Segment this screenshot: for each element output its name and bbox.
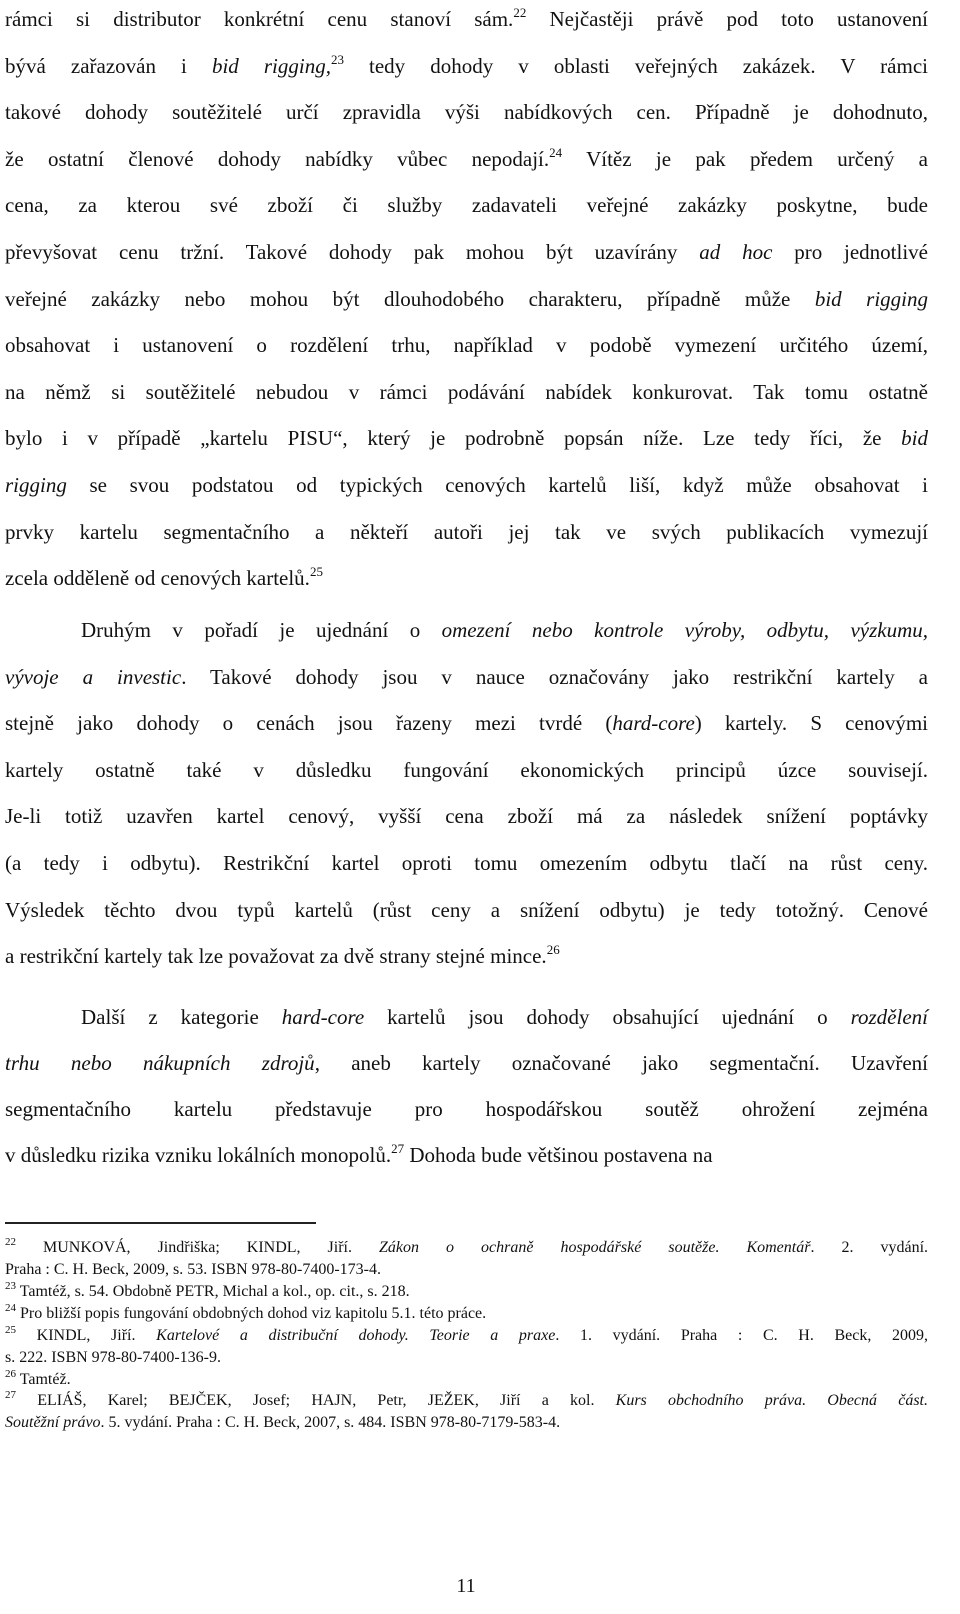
- text-run: tedy dohody v oblasti veřejných zakázek. V rámci: [343, 53, 928, 78]
- footnote-number: 26: [5, 1368, 16, 1380]
- text-run: s. 222. ISBN 978-80-7400-136-9.: [5, 1349, 221, 1366]
- text-run: kartely ostatně také v důsledku fungování ekonomických principů úzce souvisejí.: [5, 757, 928, 782]
- text-run: Výsledek těchto dvou typů kartelů (růst ceny a snížení odbytu) je tedy totožný. Cenové: [5, 897, 928, 922]
- text-run: (a tedy i odbytu). Restrikční kartel oproti tomu omezením odbytu tlačí na růst ceny.: [5, 851, 928, 875]
- text-run: KINDL, Jiří.: [16, 1327, 157, 1344]
- text-run: ) kartely. S cenovými: [694, 711, 928, 736]
- italic-text: bid: [901, 426, 928, 451]
- text-run: Další z kategorie: [81, 1005, 282, 1029]
- text-run: kartelů jsou dohody obsahující ujednání o: [364, 1005, 851, 1029]
- footnote-ref: 22: [513, 5, 527, 20]
- text-run: , aneb kartely označované jako segmentační. Uzavření: [314, 1051, 929, 1075]
- text-run: Dohoda bude většinou postavena na: [404, 1143, 713, 1167]
- text-line: [5, 1094, 928, 1124]
- text-line: [5, 517, 928, 547]
- text-run: ELIÁŠ, Karel; BEJČEK, Josef; HAJN, Petr, JEŽEK, Jiří a kol.: [16, 1392, 616, 1409]
- footnote-line: [5, 1281, 928, 1303]
- text-line: [5, 708, 928, 738]
- italic-text: ad hoc: [699, 240, 773, 264]
- text-run: převyšovat cenu tržní. Takové dohody pak mohou být uzavírány: [5, 240, 700, 264]
- text-line: [5, 377, 928, 407]
- footnote-line: [5, 1390, 928, 1412]
- text-line: [81, 615, 928, 645]
- text-line: [5, 563, 928, 593]
- text-line: [5, 1048, 928, 1078]
- text-line: [5, 662, 928, 692]
- footnote-separator: [5, 1222, 316, 1224]
- italic-title: Zákon o ochraně hospodářské soutěže. Komentář: [379, 1239, 811, 1256]
- italic-text: hard-core: [612, 711, 695, 736]
- text-run: . 2. vydání.: [810, 1239, 929, 1256]
- footnote-line: [5, 1369, 928, 1391]
- footnote-ref: 26: [546, 942, 560, 958]
- text-run: v důsledku rizika vzniku lokálních monopolů.: [5, 1143, 392, 1167]
- footnote-line: [5, 1237, 928, 1259]
- text-run: segmentačního kartelu představuje pro hospodářskou soutěž ohrožení zejména: [5, 1097, 928, 1121]
- italic-text: hard-core: [281, 1005, 365, 1029]
- text-run: a restrikční kartely tak lze považovat za dvě strany stejné mince.: [5, 944, 547, 969]
- footnote-number: 24: [5, 1302, 16, 1314]
- text-run: cena, za kterou své zboží či služby zadavateli veřejné zakázky poskytne, bude: [5, 193, 928, 218]
- text-run: Tamtéž.: [16, 1371, 71, 1388]
- text-line: [5, 4, 928, 34]
- text-line: [5, 423, 928, 453]
- footnote-line: [5, 1347, 928, 1369]
- text-run: takové dohody soutěžitelé určí zpravidla výši nabídkových cen. Případně je dohodnuto,: [5, 100, 928, 125]
- footnote-line: [5, 1303, 928, 1325]
- text-run: . Takové dohody jsou v nauce označovány jako restrikční kartely a: [181, 664, 928, 689]
- text-line: [81, 1002, 928, 1032]
- text-line: [5, 330, 928, 360]
- text-run: Druhým v pořadí je ujednání o: [81, 618, 442, 642]
- footnote-number: 22: [5, 1236, 16, 1248]
- footnote-number: 23: [5, 1280, 16, 1292]
- footnote-line: [5, 1325, 928, 1347]
- text-line: [5, 1140, 928, 1170]
- text-run: Pro bližší popis fungování obdobných dohod viz kapitolu 5.1. této práce.: [16, 1305, 487, 1322]
- text-run: . 1. vydání. Praha : C. H. Beck, 2009,: [555, 1327, 928, 1344]
- text-run: stejně jako dohody o cenách jsou řazeny mezi tvrdé (: [5, 711, 613, 736]
- text-run: veřejné zakázky nebo mohou být dlouhodobého charakteru, případně může: [5, 286, 815, 311]
- text-line: [5, 755, 928, 785]
- italic-text: omezení nebo kontrole výroby, odbytu, výzkumu,: [441, 618, 928, 642]
- text-run: na němž si soutěžitelé nebudou v rámci podávání nabídek konkurovat. Tak tomu ostatně: [5, 379, 928, 404]
- text-run: bývá zařazován i: [5, 53, 212, 78]
- footnote-ref: 24: [549, 144, 563, 160]
- footnote-ref: 27: [391, 1141, 405, 1156]
- footnote-line: [5, 1259, 928, 1281]
- italic-text: bid rigging: [814, 286, 928, 311]
- text-run: bylo i v případě „kartelu PISU“, který je podrobně popsán níže. Lze tedy říci, že: [5, 426, 902, 451]
- text-line: [5, 97, 928, 127]
- text-run: pro jednotlivé: [772, 240, 928, 264]
- text-run: Tamtéž, s. 54. Obdobně PETR, Michal a kol., op. cit., s. 218.: [16, 1283, 410, 1300]
- text-line: [5, 941, 928, 971]
- text-line: [5, 801, 928, 831]
- italic-text: trhu nebo nákupních zdrojů: [5, 1051, 315, 1075]
- text-line: [5, 284, 928, 314]
- text-run: Praha : C. H. Beck, 2009, s. 53. ISBN 978-80-7400-173-4.: [5, 1261, 381, 1278]
- italic-text: bid rigging,: [211, 53, 331, 78]
- text-run: rámci si distributor konkrétní cenu stanoví sám.: [5, 7, 514, 31]
- footnote-line: [5, 1412, 928, 1434]
- text-line: [5, 51, 928, 81]
- text-line: [5, 237, 928, 267]
- text-run: Je-li totiž uzavřen kartel cenový, vyšší cena zboží má za následek snížení poptávky: [5, 804, 928, 829]
- text-run: se svou podstatou od typických cenových kartelů liší, když může obsahovat i: [66, 473, 928, 497]
- text-run: . 5. vydání. Praha : C. H. Beck, 2007, s. 484. ISBN 978-80-7179-583-4.: [100, 1414, 561, 1431]
- footnote-ref: 25: [309, 564, 323, 580]
- page-number: 11: [456, 1575, 476, 1597]
- italic-title: Soutěžní právo: [5, 1414, 101, 1431]
- text-run: Nejčastěji právě pod toto ustanovení: [526, 7, 929, 31]
- text-line: [5, 144, 928, 174]
- footnote-number: 27: [5, 1389, 16, 1401]
- text-run: MUNKOVÁ, Jindřiška; KINDL, Jiří.: [16, 1239, 380, 1256]
- footnote-ref: 23: [330, 51, 344, 67]
- italic-text: rigging: [5, 473, 67, 497]
- text-run: zcela odděleně od cenových kartelů.: [5, 566, 310, 591]
- italic-title: Kurs obchodního práva. Obecná část.: [615, 1392, 928, 1409]
- text-line: [5, 470, 928, 500]
- text-run: že ostatní členové dohody nabídky vůbec nepodají.: [5, 146, 550, 171]
- text-run: prvky kartelu segmentačního a někteří autoři jej tak ve svých publikacích vymezují: [5, 519, 928, 544]
- italic-text: vývoje a investic: [5, 664, 182, 689]
- text-run: Vítěz je pak předem určený a: [562, 146, 929, 171]
- italic-title: Kartelové a distribuční dohody. Teorie a praxe: [156, 1327, 556, 1344]
- text-line: [5, 190, 928, 220]
- text-run: obsahovat i ustanovení o rozdělení trhu, například v podobě vymezení určitého území,: [5, 333, 928, 358]
- text-line: [5, 895, 928, 925]
- footnote-number: 25: [5, 1324, 16, 1336]
- text-line: [5, 848, 928, 878]
- italic-text: rozdělení: [850, 1005, 928, 1029]
